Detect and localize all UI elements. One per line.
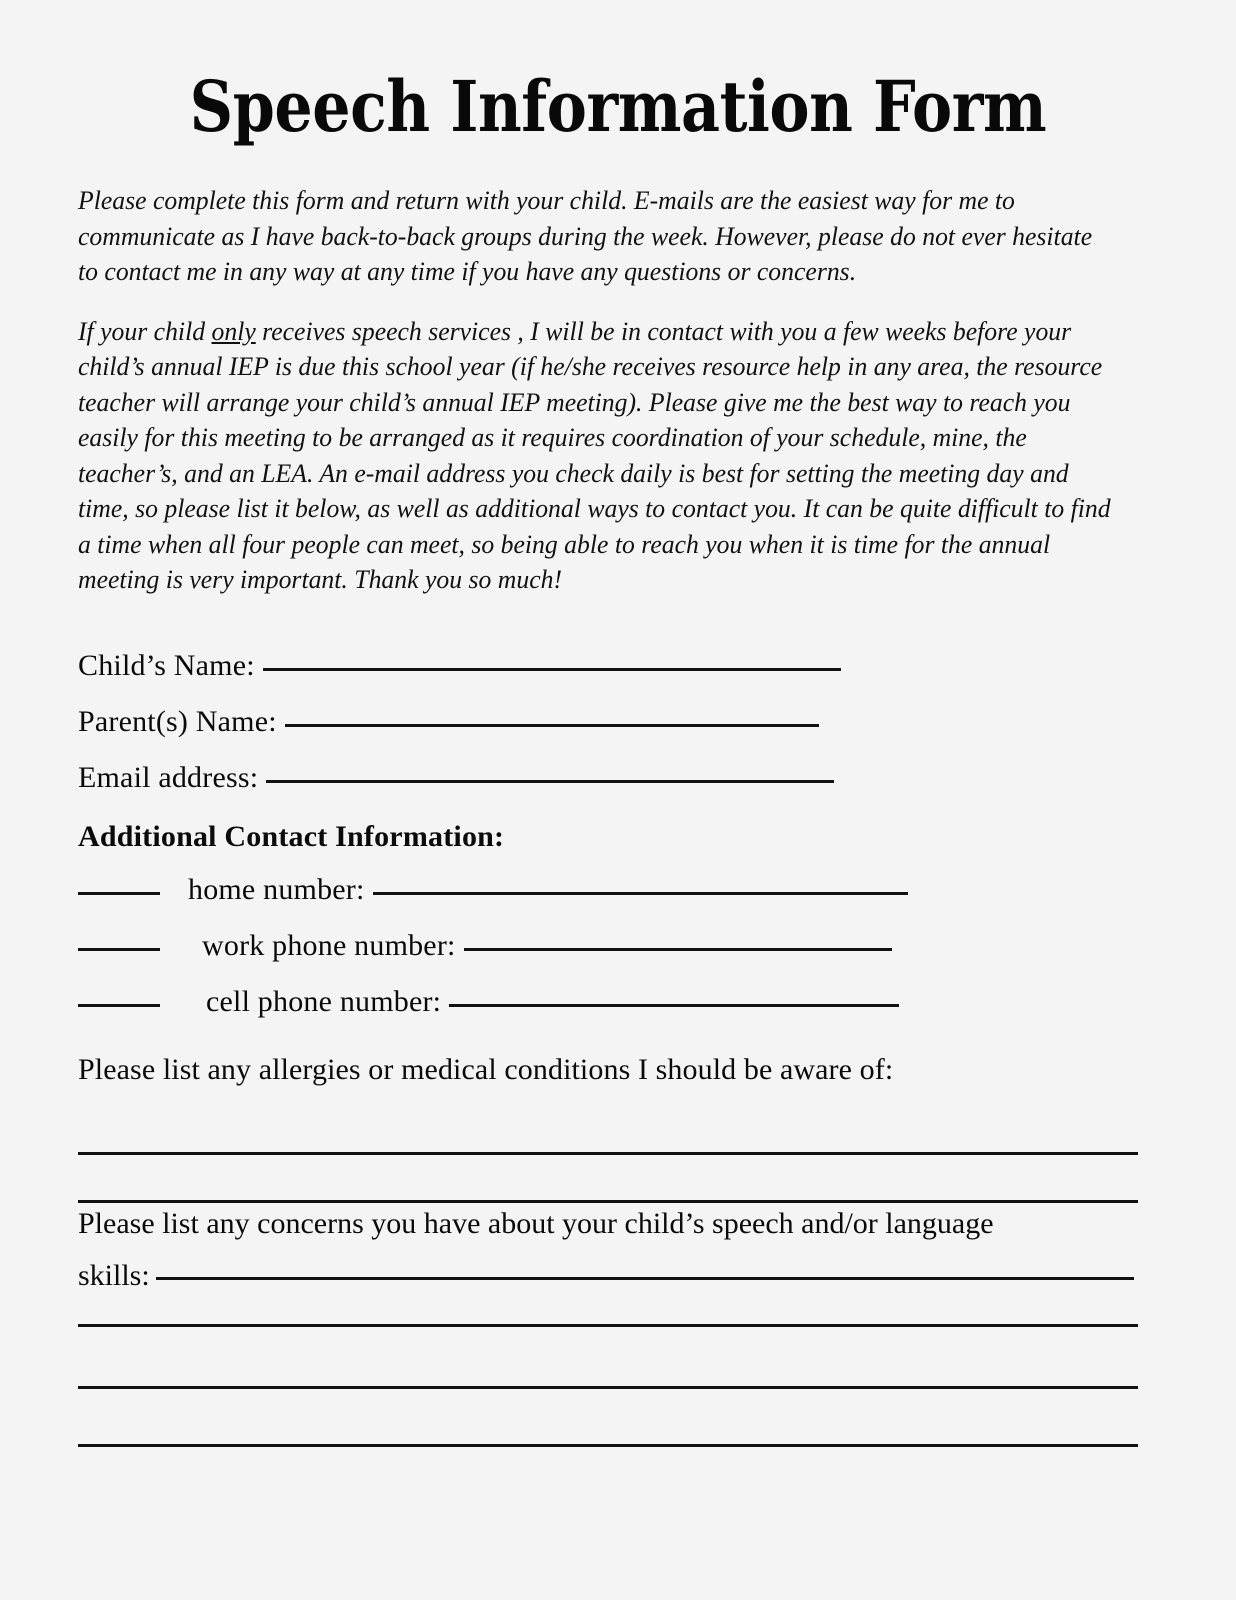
field-row-email (78, 757, 1148, 813)
home-number-label: home number: (188, 873, 365, 906)
allergies-question-label: Please list any allergies or medical conditions I should be aware of: (78, 1053, 894, 1086)
cell-phone-label: cell phone number: (206, 985, 442, 1018)
cell-phone-preference-blank[interactable] (78, 981, 160, 1011)
cell-phone-input-line[interactable] (449, 981, 899, 1011)
concerns-answer-line-4[interactable] (78, 1444, 1138, 1447)
intro-section (78, 183, 1146, 598)
home-number-input-line[interactable] (373, 869, 908, 899)
intro-paragraph-1: Please complete this form and return with your child. E-mails are the easiest way for me to communicate as I have back-to-back groups during the week. However, please do not ever hesitate to contact me in any way at any time if you have any questions or concerns. (78, 185, 1093, 286)
intro-paragraph-2 (78, 314, 1114, 598)
home-number-preference-blank[interactable] (78, 869, 160, 899)
child-name-label: Child’s Name: (78, 649, 255, 682)
parent-name-input-line[interactable] (285, 701, 819, 731)
form-fields-section (78, 645, 1148, 1089)
email-label: Email address: (78, 761, 259, 794)
intro-p2-lead: If your child (78, 315, 212, 346)
email-input-line[interactable] (266, 757, 834, 787)
allergies-answer-line-1[interactable] (78, 1152, 1138, 1155)
page-title: Speech Information Form (189, 65, 1047, 148)
field-row-home-number (78, 869, 1148, 925)
concerns-question-line-2 (78, 1250, 1148, 1302)
child-name-input-line[interactable] (263, 645, 841, 675)
work-phone-preference-blank[interactable] (78, 925, 160, 955)
work-phone-input-line[interactable] (464, 925, 892, 955)
field-row-work-phone (78, 925, 1148, 981)
field-row-child-name (78, 645, 1148, 701)
concerns-question-block (78, 1198, 1148, 1302)
concerns-answer-line-3[interactable] (78, 1386, 1138, 1389)
concerns-answer-line-1[interactable] (156, 1255, 1134, 1285)
intro-p2-rest: receives speech services , I will be in contact with you a few weeks before your child’s annual IEP is due this school year (if he/she receives resource help in any area, the resource teacher will arrange your child’s annual IEP meeting). Please give me the best way to reach you easily for this meeting to be arranged as it requires coordination of your schedule, mine, the teacher’s, and an LEA. An e-mail address you check daily is best for setting the meeting day and time, so please list it below, as well as additional ways to contact you. It can be quite difficult to find a time when all four people can meet, so being able to reach you when it is time for the annual meeting is very important. Thank you so much! (78, 315, 1111, 594)
additional-contact-heading: Additional Contact Information: (78, 820, 505, 853)
work-phone-label: work phone number: (202, 929, 456, 962)
concerns-question-line-1: Please list any concerns you have about your child’s speech and/or language (78, 1207, 994, 1240)
concerns-answer-line-2[interactable] (78, 1324, 1138, 1327)
parent-name-label: Parent(s) Name: (78, 705, 277, 738)
intro-p2-emphasis-only: only (211, 315, 256, 346)
skills-label: skills: (78, 1259, 150, 1292)
field-row-cell-phone (78, 981, 1148, 1037)
field-row-parent-name (78, 701, 1148, 757)
